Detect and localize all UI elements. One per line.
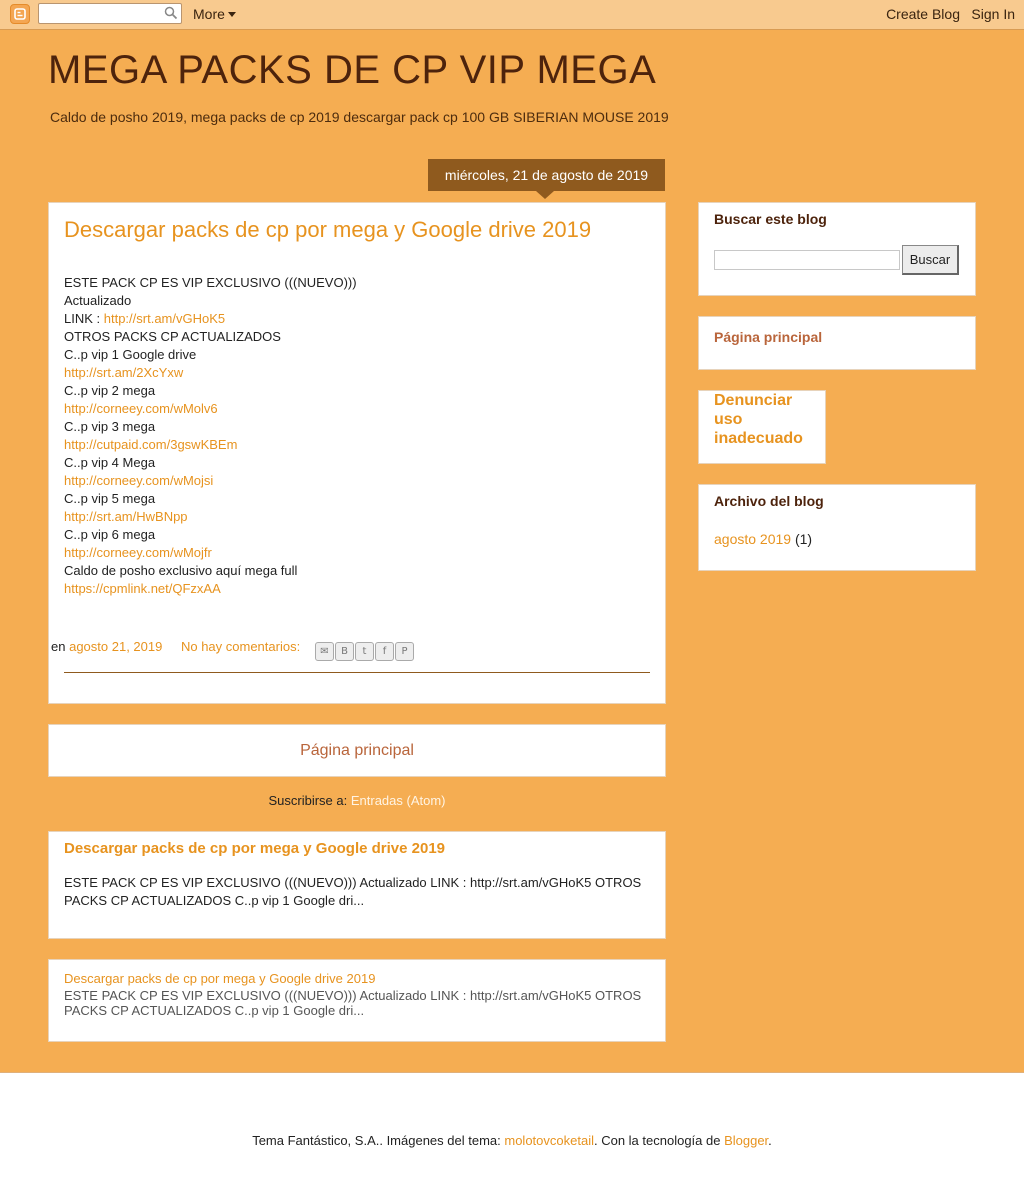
twitter-icon[interactable]: t [355, 642, 374, 661]
post-line-link[interactable]: http://srt.am/vGHoK5 [103, 311, 226, 326]
post-body-line [64, 544, 357, 562]
post-line-text: C..p vip 4 Mega [64, 455, 156, 470]
post-line-text: C..p vip 2 mega [64, 383, 156, 398]
post-line-link[interactable]: http://srt.am/2XcYxw [64, 365, 184, 380]
blogger-logo-icon[interactable] [10, 4, 30, 24]
more-label: More [193, 6, 225, 22]
post-body-line [64, 526, 357, 544]
attribution [0, 1133, 1024, 1148]
sign-in-link[interactable]: Sign In [971, 6, 1015, 22]
home-link-box [48, 724, 666, 777]
post-body-line [64, 310, 357, 328]
archive-item [714, 531, 812, 547]
post-body-line [64, 292, 357, 310]
post-body-line [64, 490, 357, 508]
pinterest-icon[interactable]: P [395, 642, 414, 661]
related-post-snippet: ESTE PACK CP ES VIP EXCLUSIVO (((NUEVO))) Actualizado LINK : http://srt.am/vGHoK5 OTROS PACKS CP ACTUALIZADOS C..p vip 1 Google dri... [64, 988, 642, 1018]
subscribe-prefix: Suscribirse a: [268, 793, 351, 808]
related-post-title[interactable]: Descargar packs de cp por mega y Google drive 2019 [64, 971, 376, 986]
facebook-icon[interactable]: f [375, 642, 394, 661]
post-footer [51, 639, 300, 654]
post-line-link[interactable]: http://corneey.com/wMojfr [64, 545, 212, 560]
archive-count: (1) [794, 531, 813, 547]
post-body-line [64, 418, 357, 436]
attribution-text-2: . Con la tecnología de [593, 1133, 725, 1148]
post-line-text: Actualizado [64, 293, 132, 308]
post-line-text: LINK : [64, 311, 104, 326]
post-body-line [64, 346, 357, 364]
post-line-link[interactable]: http://corneey.com/wMojsi [64, 473, 214, 488]
post-body-line [64, 382, 357, 400]
sidebar-search-widget [698, 202, 976, 296]
post-line-text: OTROS PACKS CP ACTUALIZADOS [64, 329, 281, 344]
theme-author-link[interactable]: molotovcoketail [504, 1133, 594, 1148]
sidebar-home-link[interactable]: Página principal [714, 329, 823, 345]
post-body-line [64, 562, 357, 580]
post-line-link[interactable]: https://cpmlink.net/QFzxAA [64, 581, 221, 596]
navbar-search-input[interactable] [38, 3, 182, 24]
attribution-text-3: . [768, 1133, 772, 1148]
post-line-text: C..p vip 5 mega [64, 491, 156, 506]
popular-post-card [48, 831, 666, 939]
blogger-link[interactable]: Blogger [724, 1133, 769, 1148]
create-blog-link[interactable]: Create Blog [886, 6, 960, 22]
report-abuse-link[interactable]: Denunciar uso inadecuado [714, 392, 803, 447]
chevron-down-icon [228, 12, 236, 17]
post-date-header: miércoles, 21 de agosto de 2019 [428, 159, 665, 191]
blogger-icon[interactable]: B [335, 642, 354, 661]
post-footer-prefix: en [51, 639, 66, 654]
archive-widget-title: Archivo del blog [714, 493, 824, 509]
post-timestamp-link[interactable]: agosto 21, 2019 [69, 639, 163, 654]
post-body-line [64, 328, 357, 346]
sidebar-search-input[interactable] [714, 250, 900, 270]
post-body-line [64, 472, 357, 490]
attribution-text-1: Tema Fantástico, S.A.. Imágenes del tema: [252, 1133, 505, 1148]
post-body [64, 274, 357, 598]
post-line-text: C..p vip 3 mega [64, 419, 156, 434]
blog-description: Caldo de posho 2019, mega packs de cp 2019 descargar pack cp 100 GB SIBERIAN MOUSE 2019 [50, 109, 669, 125]
email-icon[interactable]: ✉ [315, 642, 334, 661]
blog-title[interactable]: MEGA PACKS DE CP VIP MEGA [48, 48, 657, 92]
search-button[interactable]: Buscar [902, 245, 959, 275]
post-body-line [64, 580, 357, 598]
popular-post-title[interactable]: Descargar packs de cp por mega y Google drive 2019 [64, 840, 446, 857]
post-title[interactable]: Descargar packs de cp por mega y Google drive 2019 [64, 217, 592, 242]
sidebar-archive-widget [698, 484, 976, 571]
related-post-card [48, 959, 666, 1042]
sidebar-pages-widget [698, 316, 976, 370]
search-widget-title: Buscar este blog [714, 211, 827, 227]
more-menu-button[interactable] [193, 6, 236, 22]
archive-month-link[interactable]: agosto 2019 [714, 531, 792, 547]
post-line-text: C..p vip 6 mega [64, 527, 156, 542]
post-body-line [64, 364, 357, 382]
subscribe-line [0, 793, 714, 808]
post-card [48, 202, 666, 704]
top-navbar [0, 0, 1024, 30]
search-icon[interactable] [164, 6, 178, 20]
post-body-line [64, 436, 357, 454]
post-line-link[interactable]: http://cutpaid.com/3gswKBEm [64, 437, 238, 452]
post-body-line [64, 274, 357, 292]
post-body-line [64, 508, 357, 526]
sidebar-report-widget [698, 390, 826, 464]
subscribe-atom-link[interactable]: Entradas (Atom) [350, 793, 446, 808]
post-body-line [64, 400, 357, 418]
popular-post-snippet: ESTE PACK CP ES VIP EXCLUSIVO (((NUEVO))) Actualizado LINK : http://srt.am/vGHoK5 OTROS PACKS CP ACTUALIZADOS C..p vip 1 Google dri... [64, 875, 642, 908]
post-line-text: C..p vip 1 Google drive [64, 347, 197, 362]
post-line-link[interactable]: http://corneey.com/wMolv6 [64, 401, 218, 416]
post-divider [64, 672, 650, 673]
post-comments-link[interactable]: No hay comentarios: [180, 639, 301, 654]
post-line-link[interactable]: http://srt.am/HwBNpp [64, 509, 188, 524]
share-buttons [315, 642, 414, 661]
page-footer [0, 1072, 1024, 1181]
post-body-line [64, 454, 357, 472]
post-line-text: ESTE PACK CP ES VIP EXCLUSIVO (((NUEVO))) [64, 275, 357, 290]
post-line-text: Caldo de posho exclusivo aquí mega full [64, 563, 298, 578]
home-link[interactable]: Página principal [300, 741, 414, 759]
